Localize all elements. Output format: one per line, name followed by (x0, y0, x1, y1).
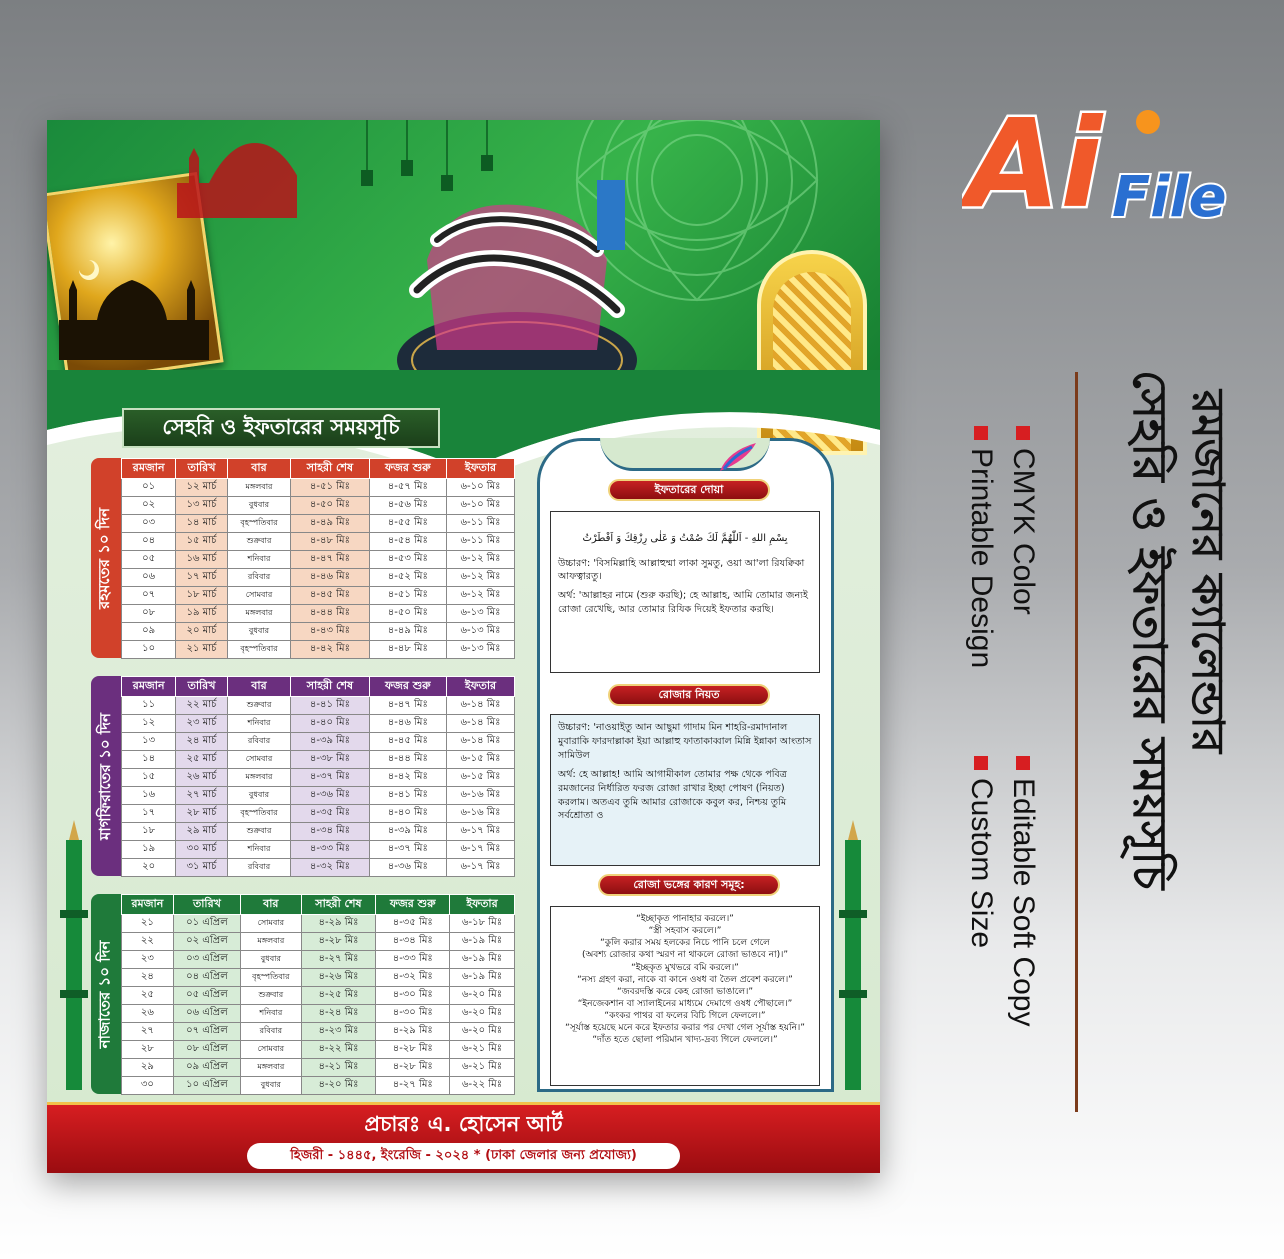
table-cell: ৩০ (122, 1077, 174, 1095)
table-cell: ৪-৪৭ মিঃ (291, 551, 369, 569)
bullet-square-icon (1016, 426, 1030, 440)
fast-break-box (550, 906, 820, 1086)
table-cell: ৪-২৮ মিঃ (376, 1041, 450, 1059)
footer-publisher: প্রচারঃ এ. হোসেন আর্ট (364, 1112, 563, 1136)
table-cell: ৪-৪৫ মিঃ (291, 587, 369, 605)
table-cell: ২০ (122, 859, 176, 877)
table-cell: ৪-৪৪ মিঃ (369, 751, 446, 769)
table-cell: ৪-৩৩ মিঃ (376, 951, 450, 969)
table-cell: সোমবার (241, 915, 302, 933)
column-header: ফজর শুরু (376, 895, 450, 915)
table-cell: ৪-৪১ মিঃ (369, 787, 446, 805)
table-row (122, 551, 515, 569)
iftar-dua-meaning: অর্থ: 'আল্লাহর নামে (শুরু করছি); হে আল্লাহ, আমি তোমার জন্যই রোজা রেখেছি, আর তোমার রিযিক দিয়েই ইফতার করছি। (558, 590, 808, 616)
table-cell: ২৮ মার্চ (176, 805, 227, 823)
table-cell: ৬-১২ মিঃ (446, 587, 514, 605)
table-cell: ৪-৩৯ মিঃ (291, 733, 369, 751)
niyat-box (550, 714, 820, 866)
feather-icon (718, 441, 758, 473)
table-cell: ৬-১০ মিঃ (446, 479, 514, 497)
table-row (122, 533, 515, 551)
table-row (122, 859, 515, 877)
column-header: তারিখ (173, 895, 240, 915)
table-cell: ৪-৩৭ মিঃ (369, 841, 446, 859)
fast-break-item: “কুলি করার সময় হলকের নিচে পানি চলে গেলে (600, 938, 770, 949)
table-cell: ৪-৪৮ মিঃ (291, 533, 369, 551)
ramadan-poster (47, 120, 880, 1173)
table-cell: বুধবার (227, 787, 290, 805)
table-row (122, 841, 515, 859)
table-cell: ০৫ এপ্রিল (173, 987, 240, 1005)
table-cell: ০৪ (122, 533, 176, 551)
table-cell: ২০ মার্চ (176, 623, 227, 641)
table-row (122, 1041, 515, 1059)
table-cell: ৪-২৫ মিঃ (301, 987, 376, 1005)
table-cell: শুক্রবার (227, 823, 290, 841)
table-cell: ৬-২২ মিঃ (450, 1077, 515, 1095)
table-cell: ৩১ মার্চ (176, 859, 227, 877)
table-cell: ৪-৫০ মিঃ (369, 605, 446, 623)
table-cell: ৪-৩৫ মিঃ (291, 805, 369, 823)
table-cell: ২৪ মার্চ (176, 733, 227, 751)
fast-break-title: রোজা ভঙ্গের কারণ সমূহ: (598, 874, 780, 896)
fast-break-item: “ইচ্ছাকৃত পানাহার করলে।” (636, 914, 734, 924)
table-cell: ০৯ (122, 623, 176, 641)
table-cell: ০৯ এপ্রিল (173, 1059, 240, 1077)
table-cell: ২২ (122, 933, 174, 951)
table-cell: ৪-৪৪ মিঃ (291, 605, 369, 623)
column-header: সাহরী শেষ (291, 459, 369, 479)
table-cell: ০৭ এপ্রিল (173, 1023, 240, 1041)
table-cell: ৬-১৩ মিঃ (446, 623, 514, 641)
table-cell: ৪-২৭ মিঃ (301, 951, 376, 969)
table-cell: বৃহস্পতিবার (241, 969, 302, 987)
column-header: রমজান (122, 459, 176, 479)
table-cell: ৪-৪৫ মিঃ (369, 733, 446, 751)
table-cell: মঙ্গলবার (227, 479, 290, 497)
table-cell: শুক্রবার (241, 987, 302, 1005)
table-cell: ১৮ মার্চ (176, 587, 227, 605)
table-cell: বুধবার (241, 1077, 302, 1095)
table-cell: শনিবার (227, 841, 290, 859)
table-cell: ৪-৩৫ মিঃ (376, 915, 450, 933)
bullet-square-icon (974, 426, 988, 440)
fast-break-item: “সূর্যাস্ত হয়েছে মনে করে ইফতার করার পর দেখা গেল সূর্যাস্ত হয়নি।” (565, 1023, 805, 1034)
logo-ai-text: Ai (966, 93, 1103, 235)
column-header: বার (227, 459, 290, 479)
table-row (122, 605, 515, 623)
table-cell: ২৬ (122, 1005, 174, 1023)
table-cell: ০৬ (122, 569, 176, 587)
bullet-square-icon (974, 756, 988, 770)
table-cell: ০৭ (122, 587, 176, 605)
table-cell: ৪-২২ মিঃ (301, 1041, 376, 1059)
table-cell: ১২ (122, 715, 176, 733)
table-cell: ৬-১৩ মিঃ (446, 605, 514, 623)
fast-break-item: “জবরদস্তি করে কেহ রোজা ভাঙালে।” (616, 986, 754, 997)
table-cell: ৪-৩৪ মিঃ (376, 933, 450, 951)
column-header: সাহরী শেষ (301, 895, 376, 915)
table-cell: ৪-৩২ মিঃ (376, 969, 450, 987)
table-cell: ০৩ (122, 515, 176, 533)
table-cell: ২৮ (122, 1041, 174, 1059)
table-cell: ৪-২৪ মিঃ (301, 1005, 376, 1023)
timetable-section (121, 894, 515, 1095)
table-cell: ৪-৩০ মিঃ (376, 987, 450, 1005)
table-cell: সোমবার (227, 587, 290, 605)
table-cell: ১৮ (122, 823, 176, 841)
niyat-title: রোজার নিয়ত (608, 684, 770, 706)
table-cell: ৬-১৪ মিঃ (446, 715, 514, 733)
table-cell: ৪-৪২ মিঃ (369, 769, 446, 787)
aifile-logo (962, 88, 1252, 238)
table-cell: ৪-৪৯ মিঃ (369, 623, 446, 641)
sidebar-divider (1075, 372, 1078, 1112)
table-cell: ৪-২৬ মিঃ (301, 969, 376, 987)
red-mosque-icon (167, 128, 297, 218)
table-row (122, 697, 515, 715)
dua-panel (537, 438, 834, 1092)
table-row (122, 933, 515, 951)
table-cell: ২৭ (122, 1023, 174, 1041)
table-cell: ২৩ মার্চ (176, 715, 227, 733)
table-cell: ১৯ (122, 841, 176, 859)
table-cell: ০২ (122, 497, 176, 515)
table-cell: ৬-২১ মিঃ (450, 1041, 515, 1059)
table-cell: ৪-৫২ মিঃ (369, 569, 446, 587)
column-header: তারিখ (176, 459, 227, 479)
column-header: ইফতার (446, 459, 514, 479)
table-cell: ৪-৪৯ মিঃ (291, 515, 369, 533)
table-cell: ৪-৪২ মিঃ (291, 641, 369, 659)
table-cell: রবিবার (241, 1023, 302, 1041)
logo-file-text: File (1112, 165, 1227, 230)
table-cell: ২১ মার্চ (176, 641, 227, 659)
table-cell: ৬-১৯ মিঃ (450, 951, 515, 969)
table-cell: ৪-২৭ মিঃ (376, 1077, 450, 1095)
column-header: রমজান (122, 677, 176, 697)
table-row (122, 479, 515, 497)
hanging-lanterns-icon (347, 120, 527, 200)
table-cell: ০৪ এপ্রিল (173, 969, 240, 987)
iftar-dua-pronunciation: উচ্চারণ: 'বিসমিল্লাহি আল্লাহুম্মা লাকা সুমতু, ওয়া আ'লা রিযক্বিকা আফত্বারতু। (558, 557, 805, 583)
table-cell: ১২ মার্চ (176, 479, 227, 497)
table-cell: ০৬ এপ্রিল (173, 1005, 240, 1023)
table-row (122, 823, 515, 841)
table-row (122, 733, 515, 751)
table-cell: ০৫ (122, 551, 176, 569)
fast-break-item: “ইনজেকশান বা স্যালাইনের মাধ্যমে দেমাগে ওষধ পৌছালে।” (577, 998, 793, 1009)
table-row (122, 587, 515, 605)
table-cell: ৬-১৯ মিঃ (450, 969, 515, 987)
table-cell: ৪-৫১ মিঃ (369, 587, 446, 605)
column-header: ইফতার (450, 895, 515, 915)
table-cell: ৬-১৩ মিঃ (446, 641, 514, 659)
table-cell: ২৭ মার্চ (176, 787, 227, 805)
table-row (122, 1077, 515, 1095)
table-cell: ২৫ মার্চ (176, 751, 227, 769)
table-row (122, 623, 515, 641)
table-cell: ৪-৪০ মিঃ (369, 805, 446, 823)
niyat-meaning: অর্থ: হে আল্লাহ! আমি আগামীকাল তোমার পক্ষ থেকে পবিত্র রমজানের নির্ধারিত ফরজ রোজা রাখার ইচ্ছা পোষণ (নিয়ত) করলাম। অতএব তুমি আমার রোজাকে কবুল কর, নিশ্চয় তুমি সর্বশ্রোতা ও (558, 768, 787, 822)
table-cell: ৬-১৪ মিঃ (446, 697, 514, 715)
table-cell: ৬-১৪ মিঃ (446, 733, 514, 751)
table-cell: ৬-১৭ মিঃ (446, 823, 514, 841)
table-cell: ৪-২০ মিঃ (301, 1077, 376, 1095)
table-cell: ৬-২০ মিঃ (450, 1005, 515, 1023)
table-cell: মঙ্গলবার (241, 1059, 302, 1077)
table-cell: ৪-৫৪ মিঃ (369, 533, 446, 551)
timetable-section (121, 676, 515, 877)
column-header: রমজান (122, 895, 174, 915)
fast-break-item: “কংকর পাথর বা ফলের বিচি গিলে ফেললে।” (604, 1011, 766, 1022)
timetable-section (121, 458, 515, 659)
table-cell: মঙ্গলবার (227, 605, 290, 623)
table-row (122, 769, 515, 787)
feature-editable: Editable Soft Copy (1006, 756, 1040, 1026)
table-cell: ৬-১১ মিঃ (446, 533, 514, 551)
column-header: ফজর শুরু (369, 459, 446, 479)
table-row (122, 951, 515, 969)
table-cell: ৪-৩৮ মিঃ (291, 751, 369, 769)
product-sidebar (900, 0, 1284, 1259)
column-header: বার (227, 677, 290, 697)
mosque-silhouette-icon (59, 240, 209, 360)
table-cell: ৪-৩২ মিঃ (291, 859, 369, 877)
table-row (122, 641, 515, 659)
table-cell: ৬-১৬ মিঃ (446, 787, 514, 805)
table-cell: ০৩ এপ্রিল (173, 951, 240, 969)
footer-year: হিজরী - ১৪৪৫, ইংরেজি - ২০২৪ * (ঢাকা জেলার জন্য প্রযোজ্য) (247, 1143, 680, 1169)
fast-break-item: “নস্য গ্রহণ করা, নাকে বা কানে ওষধ বা তৈল প্রবেশ করলে।” (577, 974, 793, 985)
table-cell: বুধবার (227, 623, 290, 641)
table-cell: ০১ এপ্রিল (173, 915, 240, 933)
column-header: ফজর শুরু (369, 677, 446, 697)
table-cell: ৪-৫৬ মিঃ (369, 497, 446, 515)
table-cell: ৪-২১ মিঃ (301, 1059, 376, 1077)
table-row (122, 497, 515, 515)
table-cell: ০১ (122, 479, 176, 497)
table-cell: ১৪ মার্চ (176, 515, 227, 533)
table-row (122, 515, 515, 533)
table-cell: মঙ্গলবার (241, 933, 302, 951)
table-cell: ৪-৩৩ মিঃ (291, 841, 369, 859)
table-row (122, 751, 515, 769)
table-cell: ০৮ (122, 605, 176, 623)
table-cell: শনিবার (227, 715, 290, 733)
table-cell: ২৪ (122, 969, 174, 987)
section-label: মাগফিরাতের ১০ দিন (91, 676, 121, 876)
sidebar-title-line2: সেহরি ও ইফতারের সময়সূচি (1123, 370, 1177, 890)
table-cell: রবিবার (227, 859, 290, 877)
table-cell: ৬-১৫ মিঃ (446, 769, 514, 787)
table-cell: ২৯ মার্চ (176, 823, 227, 841)
table-cell: বৃহস্পতিবার (227, 515, 290, 533)
table-row (122, 805, 515, 823)
table-cell: ৪-৩৬ মিঃ (369, 859, 446, 877)
table-cell: ৬-২১ মিঃ (450, 1059, 515, 1077)
table-cell: রবিবার (227, 569, 290, 587)
table-cell: শুক্রবার (227, 697, 290, 715)
feature-custom-size: Custom Size (964, 756, 998, 948)
sidebar-title-line1: রমজানের ক্যালেন্ডার (1182, 390, 1233, 754)
table-row (122, 969, 515, 987)
right-minaret-icon (828, 820, 878, 1090)
table-row (122, 569, 515, 587)
iftar-dua-arabic: بِسْمِ اللهِ - اَللّٰهُمَّ لَكَ صُمْتُ وَ عَلٰى رِزْقِكَ وَ اَفْطَرْتُ (582, 533, 788, 544)
table-cell: ৬-১২ মিঃ (446, 569, 514, 587)
table-cell: ৪-৪৮ মিঃ (369, 641, 446, 659)
table-row (122, 715, 515, 733)
table-cell: ৪-৫৩ মিঃ (369, 551, 446, 569)
table-row (122, 987, 515, 1005)
column-header: বার (241, 895, 302, 915)
left-minaret-icon (49, 820, 99, 1090)
niyat-pronunciation: উচ্চারণ: 'নাওয়াইতু আন আছুমা গাদাম মিন শাহরি-রমাদানাল মুবারাকি ফারদাল্লাকা ইয়া আল্লাহু ফাতাকাব্বাল মিন্নি ইন্নাকা আংতাস সামিউল (558, 722, 812, 761)
table-cell: ১৫ (122, 769, 176, 787)
table-cell: ১৩ (122, 733, 176, 751)
bullet-square-icon (1016, 756, 1030, 770)
table-cell: ১৩ মার্চ (176, 497, 227, 515)
table-cell: ৪-২৮ মিঃ (301, 933, 376, 951)
table-cell: ৪-২৯ মিঃ (376, 1023, 450, 1041)
table-cell: শনিবার (241, 1005, 302, 1023)
table-cell: ৪-৩৪ মিঃ (291, 823, 369, 841)
table-cell: ১৯ মার্চ (176, 605, 227, 623)
table-cell: ৬-২০ মিঃ (450, 987, 515, 1005)
column-header: তারিখ (176, 677, 227, 697)
table-cell: ০২ এপ্রিল (173, 933, 240, 951)
table-cell: ১০ (122, 641, 176, 659)
table-cell: ০৮ এপ্রিল (173, 1041, 240, 1059)
table-cell: ১১ (122, 697, 176, 715)
table-cell: ৪-৩৬ মিঃ (291, 787, 369, 805)
table-cell: ৪-২৩ মিঃ (301, 1023, 376, 1041)
table-cell: বুধবার (241, 951, 302, 969)
table-row (122, 1059, 515, 1077)
table-cell: ৪-৩৭ মিঃ (291, 769, 369, 787)
table-cell: ৬-১০ মিঃ (446, 497, 514, 515)
table-cell: ৪-২৮ মিঃ (376, 1059, 450, 1077)
table-cell: ৩০ মার্চ (176, 841, 227, 859)
table-cell: ১৭ (122, 805, 176, 823)
section-label: নাজাতের ১০ দিন (91, 894, 121, 1094)
column-header: সাহরী শেষ (291, 677, 369, 697)
table-cell: ৬-১৫ মিঃ (446, 751, 514, 769)
table-cell: বৃহস্পতিবার (227, 641, 290, 659)
table-row (122, 787, 515, 805)
table-cell: ৬-১৬ মিঃ (446, 805, 514, 823)
table-cell: ৪-৫৫ মিঃ (369, 515, 446, 533)
table-cell: ৪-৪৩ মিঃ (291, 623, 369, 641)
iftar-dua-box (550, 511, 820, 673)
table-cell: ১৫ মার্চ (176, 533, 227, 551)
table-cell: ২৩ (122, 951, 174, 969)
table-cell: ৪-৫১ মিঃ (291, 479, 369, 497)
table-cell: ৬-২০ মিঃ (450, 1023, 515, 1041)
poster-footer (47, 1102, 880, 1173)
table-cell: সোমবার (241, 1041, 302, 1059)
table-row (122, 1005, 515, 1023)
table-cell: ২৫ (122, 987, 174, 1005)
table-cell: ৬-১২ মিঃ (446, 551, 514, 569)
logo-dot-icon (1136, 110, 1160, 134)
table-cell: ৪-৫৭ মিঃ (369, 479, 446, 497)
table-cell: রবিবার (227, 733, 290, 751)
table-cell: ২৬ মার্চ (176, 769, 227, 787)
fast-break-item: “দাঁত হতে ছোলা পরিমান খাদ্য-দ্রব্য গিলে ফেললে।” (592, 1035, 778, 1046)
table-cell: ১০ এপ্রিল (173, 1077, 240, 1095)
table-cell: ১৭ মার্চ (176, 569, 227, 587)
table-cell: ৪-৪০ মিঃ (291, 715, 369, 733)
fast-break-item: (অবশ্য রোজার কথা স্মরণ না থাকলে রোজা ভাঙবে না)।” (581, 950, 789, 961)
table-cell: ৪-৩৯ মিঃ (369, 823, 446, 841)
table-cell: ১৪ (122, 751, 176, 769)
column-header: ইফতার (446, 677, 514, 697)
table-cell: ৬-১৮ মিঃ (450, 915, 515, 933)
fast-break-item: “ইচ্ছকৃত মুখভরে বমি করলে।” (631, 962, 739, 973)
table-cell: শনিবার (227, 551, 290, 569)
table-cell: সোমবার (227, 751, 290, 769)
table-cell: ৪-৩০ মিঃ (376, 1005, 450, 1023)
table-cell: ২১ (122, 915, 174, 933)
table-row (122, 1023, 515, 1041)
table-cell: মঙ্গলবার (227, 769, 290, 787)
table-cell: ৬-১৯ মিঃ (450, 933, 515, 951)
table-cell: ৪-৪৬ মিঃ (291, 569, 369, 587)
table-cell: ৪-৪৭ মিঃ (369, 697, 446, 715)
iftar-dua-title: ইফতারের দোয়া (608, 479, 770, 501)
feature-printable: Printable Design (964, 426, 998, 668)
table-cell: ৪-৪৬ মিঃ (369, 715, 446, 733)
table-cell: বৃহস্পতিবার (227, 805, 290, 823)
table-cell: ৬-১৭ মিঃ (446, 841, 514, 859)
table-cell: ২৯ (122, 1059, 174, 1077)
table-cell: ১৬ (122, 787, 176, 805)
table-row (122, 915, 515, 933)
table-cell: ৪-২৯ মিঃ (301, 915, 376, 933)
table-cell: ২২ মার্চ (176, 697, 227, 715)
table-cell: শুক্রবার (227, 533, 290, 551)
table-cell: ৬-১৭ মিঃ (446, 859, 514, 877)
table-cell: ৪-৫০ মিঃ (291, 497, 369, 515)
table-cell: ৬-১১ মিঃ (446, 515, 514, 533)
table-cell: ৪-৪১ মিঃ (291, 697, 369, 715)
section-label: রহমতের ১০ দিন (91, 458, 121, 658)
feature-cmyk: CMYK Color (1006, 426, 1040, 615)
fast-break-item: “স্ত্রী সহবাস করলে।” (648, 926, 722, 937)
table-cell: বুধবার (227, 497, 290, 515)
table-cell: ১৬ মার্চ (176, 551, 227, 569)
schedule-banner: সেহরি ও ইফতারের সময়সূচি (122, 408, 440, 448)
